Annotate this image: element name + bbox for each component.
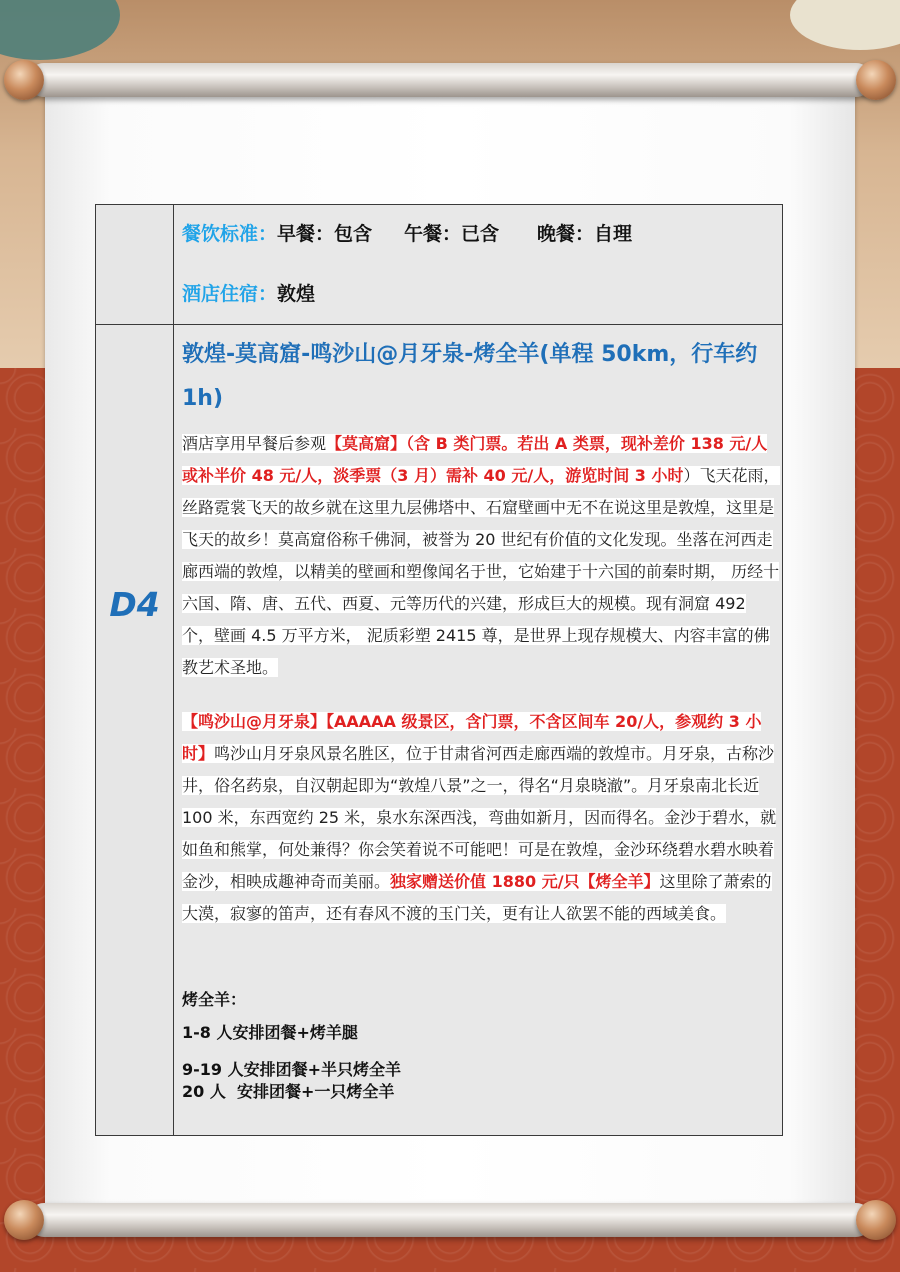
- lamb-gift-note: 独家赠送价值 1880 元/只【烤全羊】: [390, 872, 660, 891]
- lamb-option: 20 人 安排团餐+一只烤全羊: [182, 1082, 395, 1101]
- scroll-rod-bottom: [28, 1203, 872, 1237]
- breakfast-info: 早餐：包含: [277, 223, 373, 245]
- meal-label: 餐饮标准：: [182, 223, 278, 245]
- lamb-heading: 烤全羊：: [182, 990, 247, 1009]
- scroll-rod-top: [28, 63, 872, 97]
- rod-knob-icon: [856, 1200, 896, 1240]
- hotel-value: 敦煌: [277, 283, 316, 305]
- itinerary-table: [95, 204, 783, 1136]
- hotel-row: [182, 279, 315, 306]
- table-cell: [96, 205, 174, 325]
- mogao-close-paren: ）: [683, 466, 700, 485]
- mogao-description: 飞天花雨，丝路霓裳飞天的故乡就在这里九层佛塔中、石窟壁画中无不在说这里是敦煌，这里是飞天的故乡！莫高窟俗称千佛洞，被誉为 20 世纪有价值的文化发现。坐落在河西走廊西端的敦煌，以精美的壁画和塑像闻名于世，它始建于十六国的前秦时期， 历经十六国、隋、唐、五代、西夏、元等历代的兴建，形成巨大的规模。现有洞窟 492 个，壁画 4.5 万平方米， 泥质彩塑 2415 尊，是世界上现存规模大、内容丰富的佛教艺术圣地。: [182, 466, 780, 677]
- lamb-option: 1-8 人安排团餐+烤羊腿: [182, 1023, 358, 1042]
- rod-knob-icon: [4, 1200, 44, 1240]
- dinner-info: 晚餐：自理: [537, 223, 633, 245]
- route-title: 敦煌-莫高窟-鸣沙山@月牙泉-烤全羊(单程 50km，行车约 1h): [182, 342, 758, 411]
- mogao-paragraph: [182, 428, 782, 684]
- mingsha-paragraph: [182, 706, 782, 930]
- day-number: D4: [109, 585, 160, 624]
- lunch-info: 午餐：已含: [404, 223, 500, 245]
- mogao-intro: 酒店享用早餐后参观: [182, 434, 327, 453]
- rod-knob-icon: [4, 60, 44, 100]
- meal-standard-row: [182, 219, 632, 246]
- hotel-label: 酒店住宿：: [182, 283, 278, 305]
- table-cell: [96, 325, 174, 1135]
- mingsha-description: 鸣沙山月牙泉风景名胜区，位于甘肃省河西走廊西端的敦煌市。月牙泉，古称沙井，俗名药泉，自汉朝起即为“敦煌八景”之一，得名“月泉晓澈”。月牙泉南北长近 100 米，东西宽约 25 米，泉水东深西浅，弯曲如新月，因而得名。金沙于碧水，就如鱼和熊掌，何处兼得？你会笑着说不可能吧！可是在敦煌，金沙环绕碧水碧水映着金沙，相映成趣神奇而美丽。: [182, 744, 777, 891]
- mogao-ticket-note: 【莫高窟】（含 B 类门票。若出 A 类票，现补差价 138 元/人或补半价 48 元/人，淡季票（3 月）需补 40 元/人，游览时间 3 小时: [182, 434, 768, 485]
- lamb-option: 9-19 人安排团餐+半只烤全羊: [182, 1060, 402, 1079]
- lamb-description: 这里除了萧索的大漠，寂寥的笛声，还有春风不渡的玉门关，更有让人欲罢不能的西域美食。: [182, 872, 772, 923]
- mingsha-ticket-note: 【鸣沙山@月牙泉】【AAAAA 级景区，含门票，不含区间车 20/人，参观约 3 小时】: [182, 712, 762, 763]
- rod-knob-icon: [856, 60, 896, 100]
